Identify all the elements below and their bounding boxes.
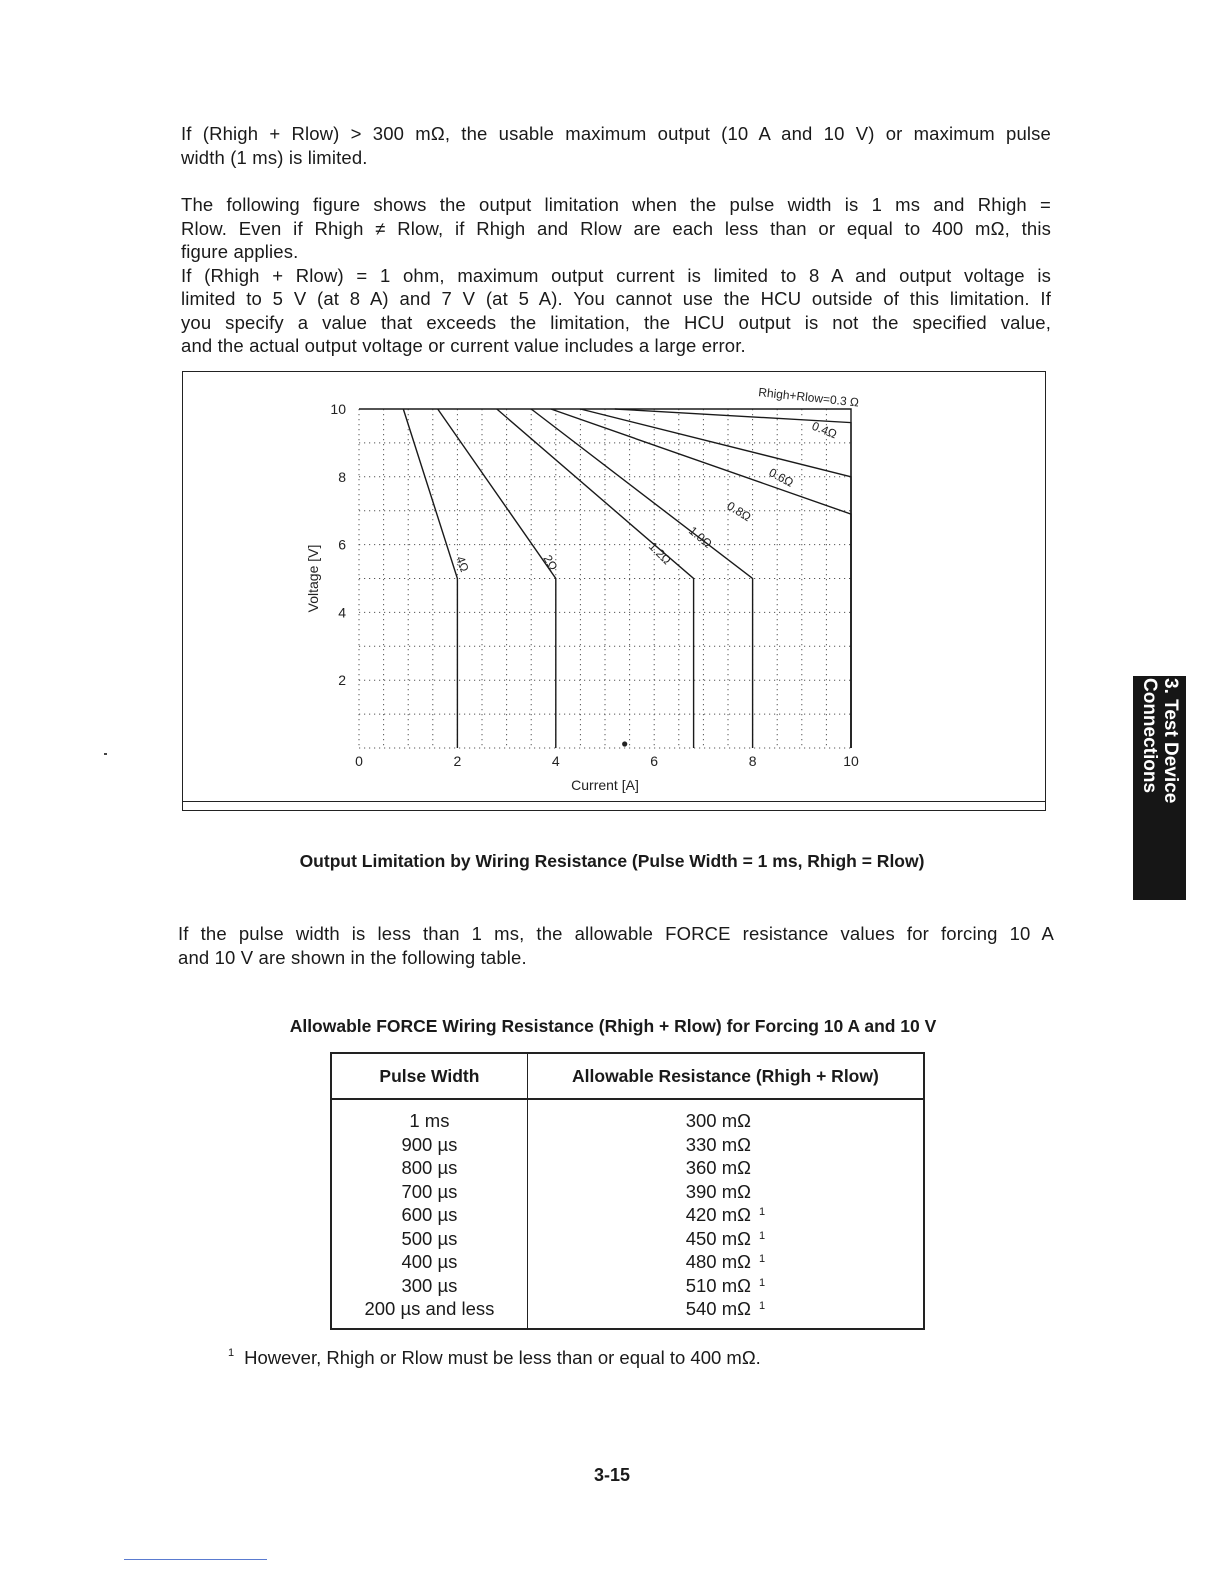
footnote-reference: 1 [758,1276,766,1289]
page-number: 3-15 [593,1465,631,1485]
paragraph-line: Rlow. Even if Rhigh ≠ Rlow, if Rhigh and Rlow are each less than or equal to 400 mΩ, this [181,217,1051,239]
paragraph-line: The following figure shows the output limitation when the pulse width is 1 ms and Rhigh = [181,194,1051,215]
table-header-row [331,1053,924,1099]
chapter-tab [1133,676,1186,900]
chapter-tab-line: 3. Test Device [1159,678,1181,804]
y-axis-label: Voltage [V] [305,544,321,613]
figure-caption: Output Limitation by Wiring Resistance (Pulse Width = 1 ms, Rhigh = Rlow) [299,851,925,871]
resistance-table [330,1052,925,1330]
paragraph-line: and the actual output voltage or current value includes a large error. [181,335,746,356]
resistance-value: 390 mΩ [685,1180,751,1202]
header-allowable-resistance: Allowable Resistance (Rhigh + Rlow) [527,1053,924,1099]
x-tick-label: 4 [551,753,560,769]
paragraph-line: you specify a value that exceeds the limitation, the HCU output is not the specified value, [181,311,1051,333]
footnote-mark: 1 [228,1347,235,1359]
paragraph-line: If (Rhigh + Rlow) > 300 mΩ, the usable maximum output (10 A and 10 V) or maximum pulse [181,123,1051,144]
resistance-cell [528,1297,923,1321]
resistance-value: 360 mΩ [685,1157,751,1178]
paragraph-line: If (Rhigh + Rlow) = 1 ohm, maximum output current is limited to 8 A and output voltage is [181,264,1051,286]
scan-speck [104,753,107,755]
table-row [331,1099,924,1329]
y-tick-label: 4 [338,604,346,621]
y-tick-label: 10 [330,401,346,417]
y-tick-label: 6 [338,536,346,553]
resistance-value: 540 mΩ [685,1298,751,1319]
x-axis-label: Current [A] [571,777,639,793]
resistance-cell [528,1156,923,1180]
series-line-2 [615,409,851,748]
resistance-cell [528,1250,923,1274]
resistance-cell [528,1180,923,1204]
table-intro-paragraph [178,922,1054,969]
pulse-width-cell: 500 µs [401,1227,458,1249]
resistance-value: 450 mΩ [685,1227,751,1249]
resistance-value: 510 mΩ [685,1274,751,1296]
resistance-cell [528,1227,923,1251]
resistance-value: 480 mΩ [685,1251,751,1272]
series-line-3 [580,409,851,748]
resistance-value: 420 mΩ [685,1204,751,1225]
series-label: 1.0Ω [686,523,715,551]
pulse-width-cell: 400 µs [401,1251,458,1272]
chapter-tab-label [1139,678,1181,898]
figure-description-paragraph [181,193,1051,358]
resistance-cell [528,1109,923,1133]
pulse-width-cell: 900 µs [401,1133,458,1155]
paragraph-line: figure applies. [181,241,299,262]
pulse-width-column [331,1099,527,1329]
x-tick-label: 0 [355,753,363,769]
series-line-7 [438,409,556,748]
footnote-reference: 1 [758,1253,766,1265]
resistance-value: 330 mΩ [685,1133,751,1155]
footnote [228,1347,761,1369]
scan-dot [622,741,627,746]
x-tick-label: 8 [748,753,757,769]
footnote-reference: 1 [758,1300,766,1312]
chapter-tab-line: Connections [1138,678,1160,794]
footnote-reference: 1 [758,1229,766,1242]
resistance-value: 300 mΩ [685,1110,751,1131]
pulse-width-cell: 200 µs and less [364,1298,495,1319]
x-tick-label: 2 [453,753,462,769]
paragraph-line: limited to 5 V (at 8 A) and 7 V (at 5 A). You cannot use the HCU outside of this limitation. If [181,288,1051,309]
series-label: 1.2Ω [645,539,674,568]
pulse-width-cell: 700 µs [401,1180,458,1202]
series-label: 2Ω [540,552,561,574]
paragraph-line: If the pulse width is less than 1 ms, the allowable FORCE resistance values for forcing 10 A [178,923,1054,944]
pulse-width-cell: 1 ms [409,1110,450,1131]
footnote-reference: 1 [758,1206,766,1218]
paragraph-line: and 10 V are shown in the following table. [178,946,527,968]
pulse-width-cell: 600 µs [401,1204,458,1225]
x-tick-label: 6 [650,753,659,769]
series-line-4 [551,409,851,748]
x-tick-label: 10 [843,753,859,769]
y-tick-label: 2 [338,672,346,689]
resistance-cell [528,1133,923,1157]
output-limitation-chart [183,372,1045,799]
y-tick-label: 8 [338,468,346,485]
resistance-column [527,1099,924,1329]
header-pulse-width: Pulse Width [331,1053,527,1099]
series-label: Rhigh+Rlow=0.3 Ω [757,385,860,410]
pulse-width-cell: 800 µs [401,1157,458,1178]
series-label: 0.8Ω [724,498,754,525]
table-caption: Allowable FORCE Wiring Resistance (Rhigh + Rlow) for Forcing 10 A and 10 V [289,1016,937,1036]
paragraph-line: width (1 ms) is limited. [181,146,368,168]
bottom-rule [124,1559,267,1560]
figure-frame [182,371,1046,811]
footnote-text: However, Rhigh or Rlow must be less than or equal to 400 mΩ. [244,1347,761,1368]
series-label: 4Ω [453,554,472,574]
series-label: 0.6Ω [766,465,796,490]
intro-paragraph [181,122,1051,169]
series-label: 0.4Ω [809,418,839,442]
resistance-cell [528,1274,923,1298]
resistance-cell [528,1203,923,1227]
pulse-width-cell: 300 µs [401,1274,458,1296]
